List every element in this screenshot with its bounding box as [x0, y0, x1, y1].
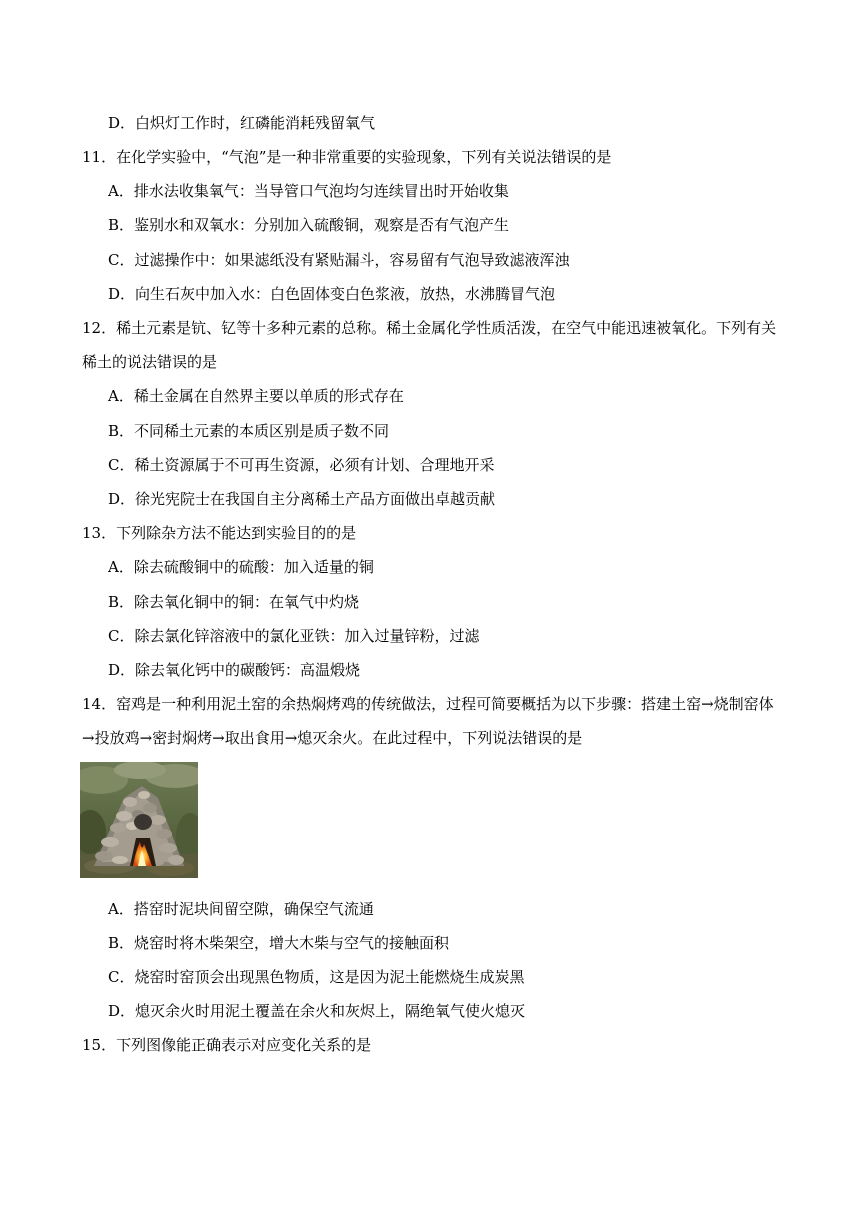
q10-option-d: D．白炽灯工作时，红磷能消耗残留氧气 — [108, 114, 376, 132]
q14-option-a: A．搭窑时泥块间留空隙，确保空气流通 — [108, 900, 374, 918]
q13-option-d: D．除去氧化钙中的碳酸钙：高温煅烧 — [108, 661, 361, 679]
q11-option-a: A．排水法收集氧气：当导管口气泡均匀连续冒出时开始收集 — [108, 182, 509, 200]
q12-option-c: C．稀土资源属于不可再生资源，必须有计划、合理地开采 — [108, 456, 495, 474]
q14-stem-line2: →投放鸡→密封焖烤→取出食用→熄灭余火。在此过程中，下列说法错误的是 — [82, 729, 583, 747]
q14-option-c: C．烧窑时窑顶会出现黑色物质，这是因为泥土能燃烧生成炭黑 — [108, 968, 525, 986]
q13-option-a: A．除去硫酸铜中的硫酸：加入适量的铜 — [108, 558, 374, 576]
q13-option-b: B．除去氧化铜中的铜：在氧气中灼烧 — [108, 593, 360, 611]
q13-option-c: C．除去氯化锌溶液中的氯化亚铁：加入过量锌粉，过滤 — [108, 627, 480, 645]
q11-stem: 11．在化学实验中，“气泡”是一种非常重要的实验现象，下列有关说法错误的是 — [82, 148, 612, 166]
q11-option-d: D．向生石灰中加入水：白色固体变白色浆液，放热，水沸腾冒气泡 — [108, 285, 556, 303]
kiln-photo — [80, 762, 198, 878]
q12-stem-line2: 稀土的说法错误的是 — [82, 353, 218, 371]
q15-stem: 15．下列图像能正确表示对应变化关系的是 — [82, 1036, 372, 1054]
q12-stem-line1: 12．稀土元素是钪、钇等十多种元素的总称。稀土金属化学性质活泼，在空气中能迅速被氧化。下列有关 — [82, 319, 777, 337]
q11-option-c: C．过滤操作中：如果滤纸没有紧贴漏斗，容易留有气泡导致滤液浑浊 — [108, 251, 570, 269]
q14-option-d: D．熄灭余火时用泥土覆盖在余火和灰烬上，隔绝氧气使火熄灭 — [108, 1002, 526, 1020]
q13-stem: 13．下列除杂方法不能达到实验目的的是 — [82, 524, 357, 542]
q14-option-b: B．烧窑时将木柴架空，增大木柴与空气的接触面积 — [108, 934, 450, 952]
q12-option-b: B．不同稀土元素的本质区别是质子数不同 — [108, 422, 390, 440]
q12-option-d: D．徐光宪院士在我国自主分离稀土产品方面做出卓越贡献 — [108, 490, 496, 508]
q11-option-b: B．鉴别水和双氧水：分别加入硫酸铜，观察是否有气泡产生 — [108, 216, 510, 234]
q12-option-a: A．稀土金属在自然界主要以单质的形式存在 — [108, 387, 404, 405]
q14-stem-line1: 14．窑鸡是一种利用泥土窑的余热焖烤鸡的传统做法，过程可简要概括为以下步骤：搭建土窑→烧制窑体 — [82, 695, 774, 713]
